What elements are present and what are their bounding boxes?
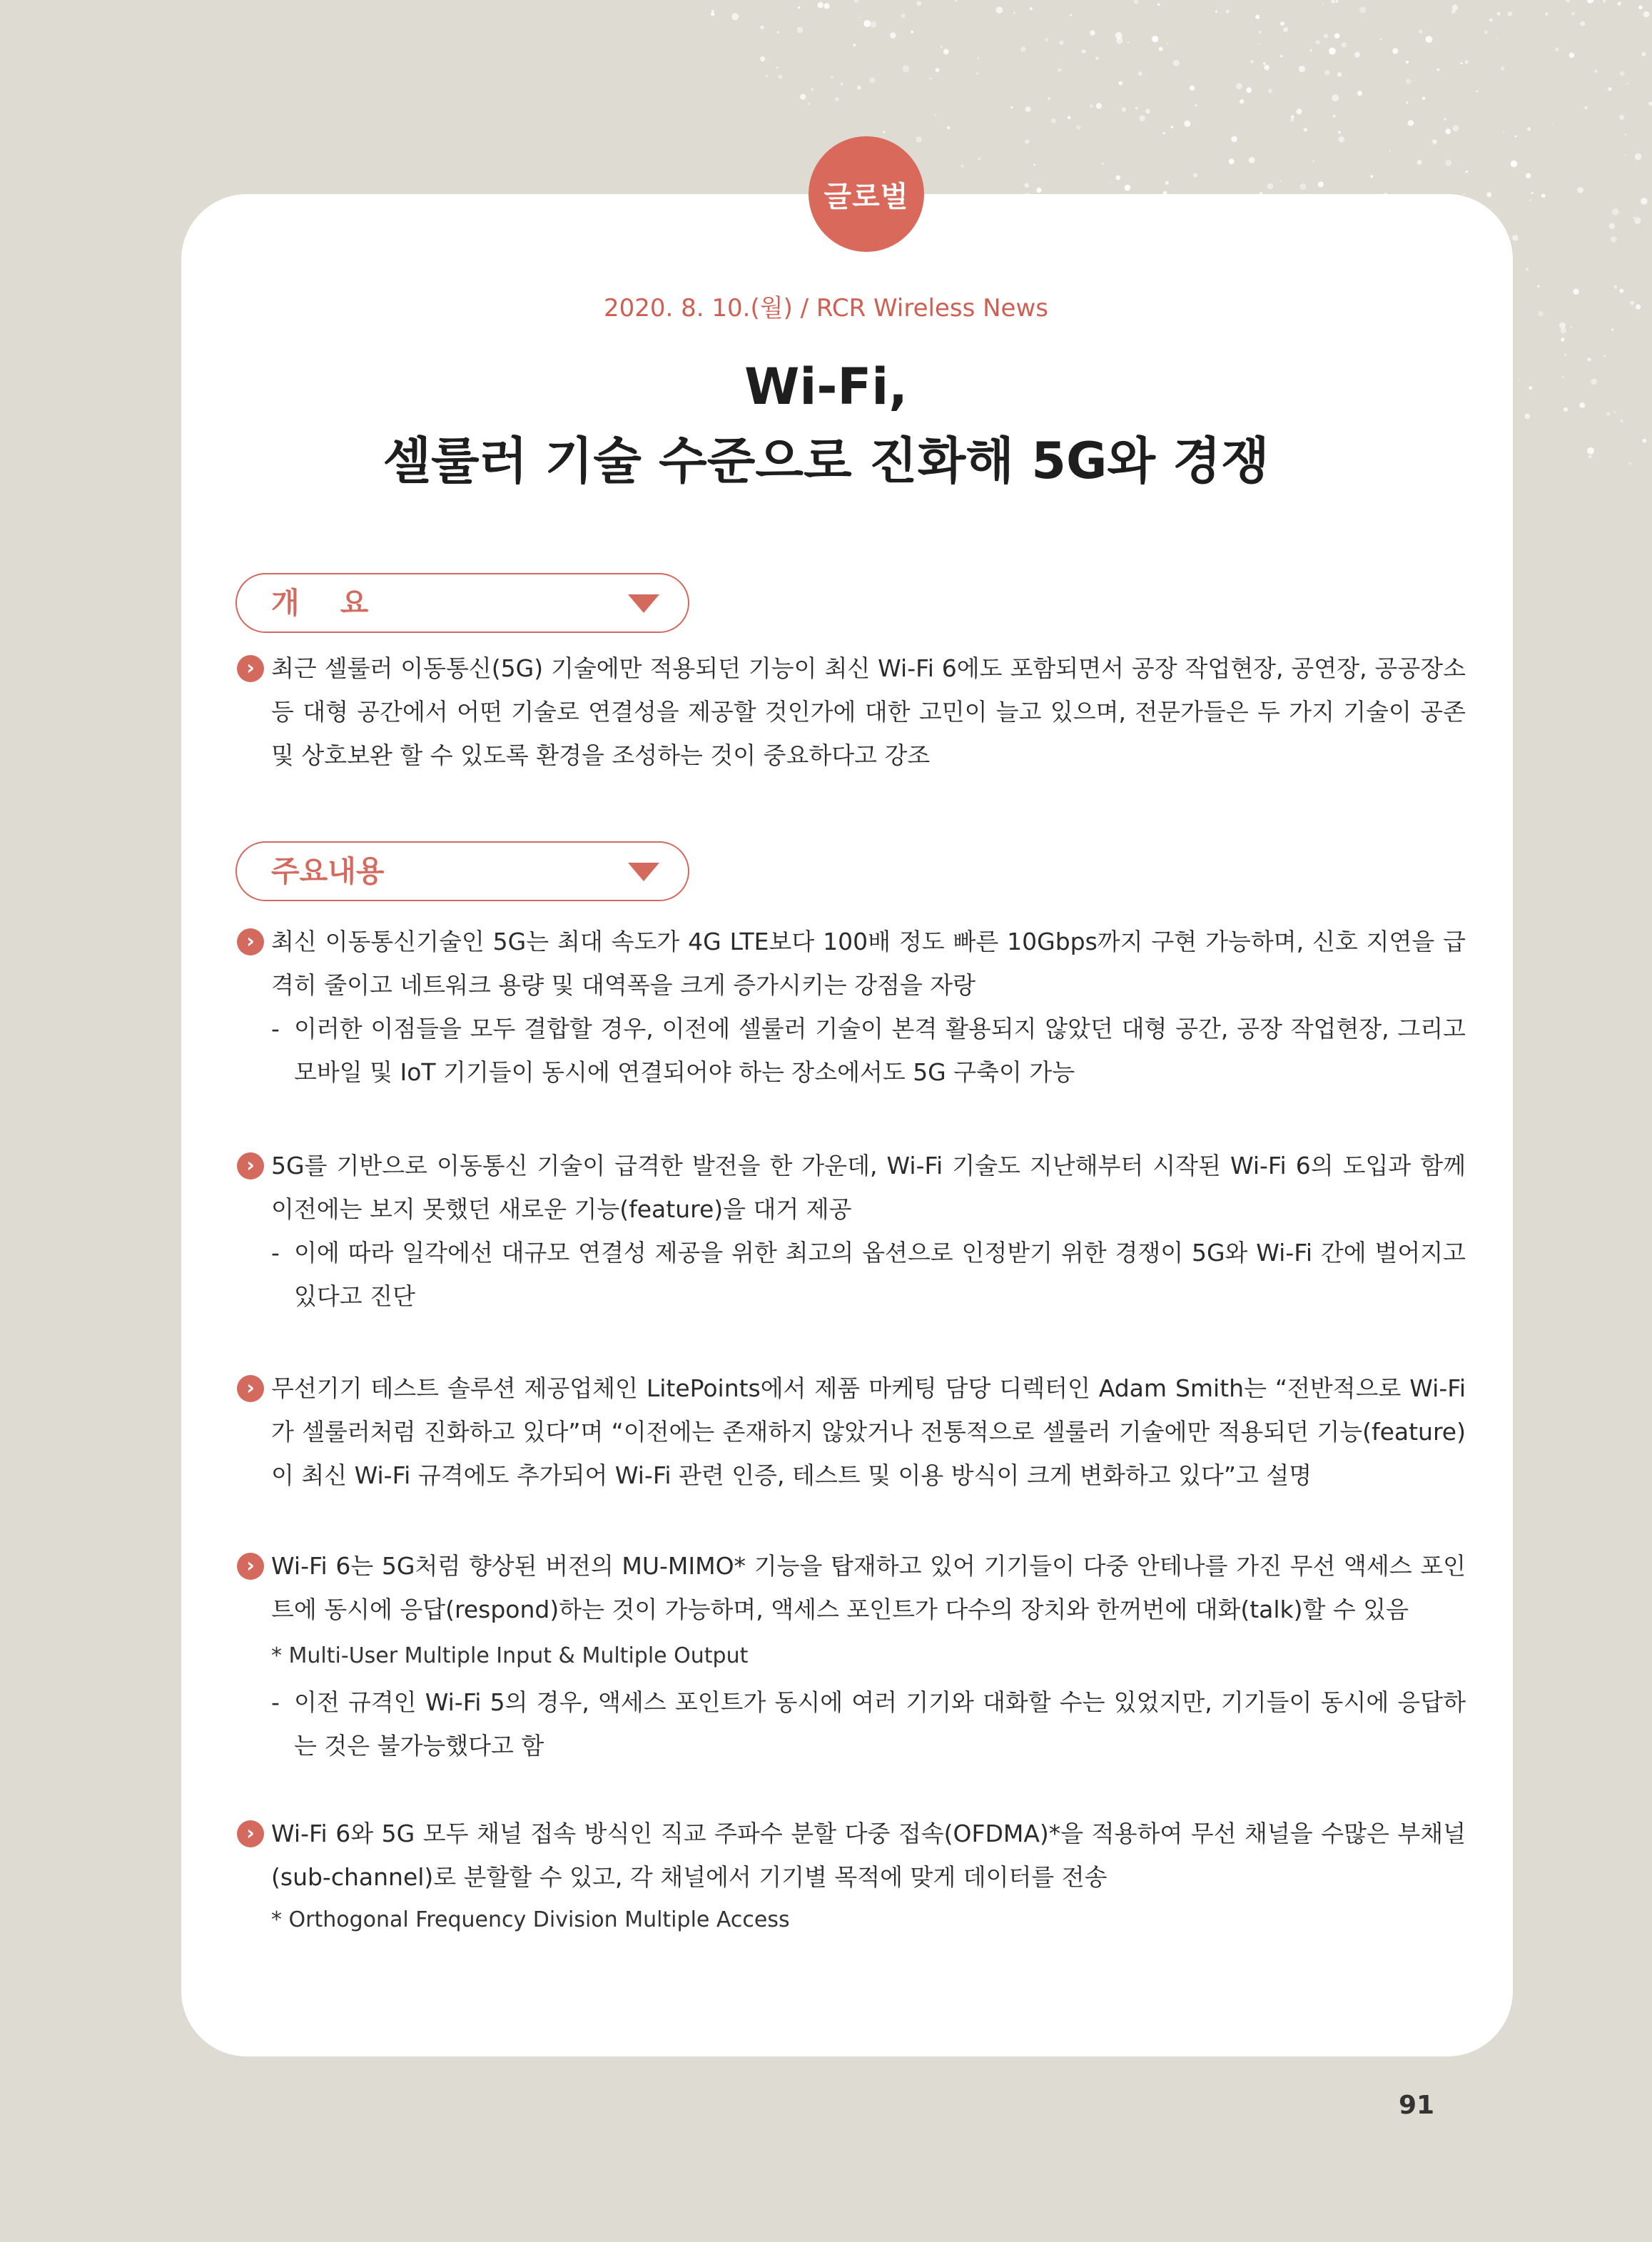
- sparkle-dot: [1451, 9, 1456, 14]
- sparkle-dot: [1611, 236, 1617, 243]
- sparkle-dot: [1501, 66, 1505, 71]
- sparkle-dot: [1082, 49, 1086, 54]
- footnote-ofdma: * Orthogonal Frequency Division Multiple Access: [271, 1907, 790, 1932]
- sparkle-dot: [1145, 108, 1150, 113]
- sparkle-dot: [1322, 3, 1324, 4]
- sparkle-dot: [1486, 192, 1491, 197]
- sparkle-dot: [1324, 34, 1328, 39]
- sparkle-dot: [1625, 154, 1626, 156]
- sparkle-dot: [1025, 106, 1031, 112]
- sparkle-dot: [1296, 108, 1302, 114]
- sparkle-dot: [1195, 104, 1197, 106]
- sparkle-dot: [1526, 268, 1529, 270]
- sparkle-dot: [1370, 175, 1373, 178]
- sparkle-dot: [1406, 101, 1408, 103]
- sparkle-dot: [955, 0, 957, 2]
- sparkle-dot: [1452, 125, 1459, 131]
- sparkle-dot: [1159, 47, 1163, 51]
- sparkle-dot: [1134, 0, 1139, 4]
- sparkle-dot: [853, 44, 856, 46]
- sparkle-dot: [1068, 116, 1070, 119]
- sparkle-dot: [777, 31, 779, 33]
- sparkle-dot: [1045, 38, 1048, 41]
- sparkle-dot: [1329, 48, 1336, 55]
- sparkle-dot: [1406, 61, 1409, 64]
- sparkle-dot: [1250, 60, 1254, 64]
- sparkle-dot: [1580, 21, 1585, 26]
- chevron-right-icon: ›: [237, 1553, 264, 1580]
- sparkle-dot: [831, 76, 833, 78]
- dash-marker: -: [271, 1015, 280, 1043]
- paragraph-1-text: 최신 이동통신기술인 5G는 최대 속도가 4G LTE보다 100배 정도 빠른 10Gbps까지 구현 가능하며, 신호 지연을 급격히 줄이고 네트워크 용량 및 대역폭을 크게 증가시키는 강점을 자랑: [271, 928, 1466, 999]
- main-paragraph-2: [237, 1144, 1466, 1231]
- sparkle-dot: [1332, 94, 1339, 101]
- chevron-right-icon: ›: [237, 655, 264, 682]
- sparkle-dot: [1587, 0, 1591, 3]
- sparkle-dot: [1025, 183, 1030, 188]
- sparkle-dot: [871, 21, 877, 28]
- sparkle-dot: [797, 27, 804, 34]
- sparkle-dot: [798, 6, 800, 9]
- sparkle-dot: [1445, 160, 1451, 166]
- sparkle-dot: [1641, 198, 1648, 205]
- sparkle-dot: [1299, 66, 1305, 72]
- sparkle-dot: [929, 77, 931, 79]
- dash-marker: -: [271, 1239, 280, 1267]
- sparkle-dot: [1512, 235, 1518, 240]
- sparkle-dot: [1618, 1, 1621, 5]
- sparkle-dot: [1135, 107, 1138, 110]
- paragraph-5-text: Wi-Fi 6와 5G 모두 채널 접속 방식인 직교 주파수 분할 다중 접속(OFDMA)*을 적용하여 무선 채널을 수많은 부채널(sub-channel)로 분할할 수 있고, 각 채널에서 기기별 목적에 맞게 데이터를 전송: [271, 1820, 1466, 1891]
- sparkle-dot: [1432, 139, 1437, 144]
- sparkle-dot: [808, 103, 810, 105]
- overview-text: 최근 셀룰러 이동통신(5G) 기술에만 적용되던 기능이 최신 Wi-Fi 6에도 포함되면서 공장 작업현장, 공연장, 공공장소 등 대형 공간에서 어떤 기술로 연결성을 제공할 것인가에 대한 고민이 늘고 있으며, 전문가들은 두 가지 기술이 공존 및 상호보완 할 수 있도록 환경을 조성하는 것이 중요하다고 강조: [271, 654, 1466, 769]
- sparkle-dot: [1138, 71, 1142, 76]
- main-paragraph-4: [237, 1544, 1466, 1631]
- footnote-mu-mimo: * Multi-User Multiple Input & Multiple Output: [271, 1643, 749, 1668]
- sparkle-dot: [1484, 31, 1488, 34]
- sparkle-dot: [1561, 328, 1566, 333]
- paragraph-4-sub-text: 이전 규격인 Wi-Fi 5의 경우, 액세스 포인트가 동시에 여러 기기와 대화할 수는 있었지만, 기기들이 동시에 응답하는 것은 불가능했다고 함: [294, 1688, 1466, 1760]
- sparkle-dot: [1010, 106, 1013, 108]
- sparkle-dot: [1389, 150, 1391, 151]
- sparkle-dot: [1115, 32, 1123, 39]
- sparkle-dot: [859, 16, 861, 19]
- sparkle-dot: [1096, 103, 1102, 108]
- sparkle-dot: [1157, 4, 1160, 6]
- paragraph-2-text: 5G를 기반으로 이동통신 기술이 급격한 발전을 한 가운데, Wi-Fi 기술도 지난해부터 시작된 Wi-Fi 6의 도입과 함께 이전에는 보지 못했던 새로운 기능(feature)을 대거 제공: [271, 1152, 1466, 1223]
- sparkle-dot: [941, 46, 942, 47]
- sparkle-dot: [1584, 106, 1587, 109]
- sparkle-dot: [1503, 131, 1504, 132]
- sparkle-dot: [1463, 193, 1465, 196]
- sparkle-dot: [1496, 38, 1498, 39]
- sparkle-dot: [1566, 0, 1571, 3]
- sparkle-dot: [1291, 116, 1294, 118]
- sparkle-dot: [1215, 11, 1217, 13]
- sparkle-dot: [1515, 136, 1517, 138]
- sparkle-dot: [1619, 115, 1624, 120]
- sparkle-dot: [1611, 328, 1614, 331]
- dash-marker: -: [271, 1688, 280, 1716]
- sparkle-dot: [1577, 187, 1583, 193]
- sparkle-dot: [1437, 69, 1439, 71]
- sparkle-dot: [1417, 160, 1422, 165]
- sparkle-dot: [1279, 180, 1282, 182]
- sparkle-dot: [961, 165, 964, 168]
- sparkle-dot: [1070, 14, 1072, 16]
- date-source: 2020. 8. 10.(월) / RCR Wireless News: [604, 294, 1048, 323]
- title-line-2: 셀룰러 기술 수준으로 진화해 5G와 경쟁: [382, 432, 1270, 490]
- sparkle-dot: [1290, 118, 1294, 122]
- page-number: 91: [1399, 2091, 1435, 2120]
- sparkle-dot: [776, 66, 779, 69]
- sparkle-dot: [1090, 104, 1093, 108]
- sparkle-dot: [1059, 41, 1063, 45]
- sparkle-dot: [761, 26, 764, 29]
- sparkle-dot: [779, 75, 783, 79]
- sparkle-dot: [1116, 176, 1120, 180]
- sparkle-dot: [1163, 132, 1165, 134]
- sparkle-dot: [1090, 30, 1095, 36]
- paragraph-1-sub-text: 이러한 이점들을 모두 결합할 경우, 이전에 셀룰러 기술이 본격 활용되지 않았던 대형 공간, 공장 작업현장, 그리고 모바일 및 IoT 기기들이 동시에 연결되어야 하는 장소에서도 5G 구축이 가능: [294, 1015, 1466, 1086]
- chevron-right-icon: ›: [237, 1375, 264, 1402]
- sparkle-dot: [1193, 173, 1197, 178]
- sparkle-dot: [857, 86, 861, 90]
- sparkle-dot: [1165, 181, 1169, 185]
- sparkle-dot: [935, 114, 936, 116]
- sparkle-dot: [1587, 0, 1593, 4]
- sparkle-dot: [1095, 57, 1098, 60]
- sparkle-dot: [1545, 13, 1548, 16]
- sparkle-dot: [841, 83, 843, 86]
- sparkle-dot: [1263, 62, 1266, 65]
- chevron-down-icon: [628, 594, 659, 613]
- title-line-1: Wi-Fi,: [744, 357, 908, 416]
- sparkle-dot: [901, 14, 905, 18]
- sparkle-dot: [1612, 208, 1619, 215]
- sparkle-dot: [1594, 69, 1597, 72]
- chevron-right-icon: ›: [237, 1820, 264, 1847]
- sparkle-dot: [916, 1, 921, 6]
- sparkle-dot: [1265, 65, 1270, 70]
- sparkle-dot: [1127, 41, 1129, 43]
- sparkle-dot: [1051, 118, 1056, 123]
- sparkle-dot: [936, 68, 940, 72]
- sparkle-dot: [824, 3, 830, 9]
- sparkle-dot: [947, 126, 950, 129]
- sparkle-dot: [1336, 0, 1339, 3]
- sparkle-dot: [1476, 91, 1479, 93]
- sparkle-dot: [1334, 34, 1339, 39]
- sparkle-dot: [1392, 49, 1398, 54]
- chevron-right-icon: ›: [237, 1152, 264, 1180]
- sparkle-dot: [711, 10, 714, 13]
- sparkle-dot: [1076, 125, 1081, 130]
- sparkle-dot: [1312, 160, 1314, 162]
- sparkle-dot: [1116, 37, 1123, 44]
- sparkle-dot: [766, 75, 768, 77]
- sparkle-dot: [1460, 62, 1462, 64]
- sparkle-dot: [1419, 29, 1422, 33]
- sparkle-dot: [1125, 185, 1131, 191]
- paragraph-3-text: 무선기기 테스트 솔루션 제공업체인 LitePoints에서 제품 마케팅 담당 디렉터인 Adam Smith는 “전반적으로 Wi-Fi가 셀룰러처럼 진화하고 있다”며 “이전에는 존재하지 않았거나 전통적으로 셀룰러 기술에만 적용되던 기능(feature)이 최신 Wi-Fi 규격에도 추가되어 Wi-Fi 관련 인증, 테스트 및 이용 방식이 크게 변화하고 있다”고 설명: [271, 1374, 1466, 1489]
- main-paragraph-2-sub: [271, 1231, 1466, 1318]
- sparkle-dot: [996, 6, 1003, 14]
- sparkle-dot: [1638, 6, 1643, 10]
- sparkle-dot: [869, 78, 875, 83]
- sparkle-dot: [1140, 116, 1145, 121]
- sparkle-dot: [1048, 97, 1050, 100]
- sparkle-dot: [1508, 11, 1512, 16]
- sparkle-dot: [1609, 223, 1615, 229]
- sparkle-dot: [1236, 83, 1242, 90]
- sparkle-dot: [1426, 36, 1433, 43]
- sparkle-dot: [1333, 115, 1336, 118]
- sparkle-dot: [1354, 52, 1360, 58]
- sparkle-dot: [883, 131, 885, 133]
- sparkle-dot: [1030, 7, 1033, 10]
- sparkle-dot: [1268, 88, 1272, 93]
- sparkle-dot: [1309, 49, 1312, 51]
- sparkle-dot: [1627, 83, 1629, 85]
- main-section-header[interactable]: [235, 841, 689, 901]
- sparkle-dot: [1122, 107, 1126, 111]
- sparkle-dot: [711, 12, 714, 16]
- main-paragraph-5: [237, 1812, 1466, 1899]
- main-label: 주요내용: [271, 854, 385, 888]
- sparkle-dot: [1508, 14, 1509, 16]
- sparkle-dot: [731, 14, 739, 21]
- overview-section-header[interactable]: [235, 573, 689, 633]
- sparkle-dot: [1422, 96, 1426, 100]
- sparkle-dot: [1190, 86, 1195, 91]
- chevron-right-icon: ›: [237, 928, 264, 955]
- sparkle-dot: [1635, 153, 1641, 160]
- sparkle-dot: [1240, 99, 1245, 104]
- sparkle-dot: [1171, 126, 1174, 128]
- sparkle-dot: [1173, 60, 1180, 66]
- sparkle-dot: [1603, 0, 1606, 3]
- category-badge-label: 글로벌: [824, 180, 909, 213]
- sparkle-dot: [800, 94, 806, 100]
- sparkle-dot: [1231, 136, 1237, 142]
- sparkle-dot: [1111, 182, 1113, 183]
- sparkle-dot: [1184, 121, 1190, 127]
- overview-paragraph: [237, 646, 1466, 777]
- sparkle-dot: [853, 0, 858, 3]
- sparkle-dot: [1229, 158, 1235, 164]
- sparkle-dot: [978, 57, 980, 59]
- sparkle-dot: [1408, 120, 1414, 126]
- sparkle-dot: [835, 97, 839, 101]
- sparkle-dot: [1452, 4, 1458, 10]
- sparkle-dot: [1283, 27, 1288, 32]
- sparkle-dot: [863, 20, 871, 27]
- sparkle-dot: [1561, 338, 1564, 341]
- sparkle-dot: [1526, 173, 1531, 178]
- sparkle-dot: [1013, 12, 1015, 14]
- sparkle-dot: [1036, 188, 1041, 193]
- sparkle-dot: [943, 49, 949, 55]
- sparkle-dot: [1259, 31, 1262, 34]
- sparkle-dot: [1625, 133, 1627, 136]
- sparkle-dot: [1249, 157, 1255, 163]
- paragraph-4-text: Wi-Fi 6는 5G처럼 향상된 버전의 MU-MIMO* 기능을 탑재하고 있어 기기들이 다중 안테나를 가진 무선 액세스 포인트에 동시에 응답(respond)하는 것이 가능하며, 액세스 포인트가 다수의 장치와 한꺼번에 대화(talk)할 수 있음: [271, 1552, 1466, 1623]
- sparkle-dot: [1033, 164, 1035, 166]
- sparkle-dot: [1357, 91, 1362, 96]
- main-paragraph-4-sub: [271, 1680, 1466, 1767]
- sparkle-dot: [1643, 11, 1649, 17]
- sparkle-dot: [1167, 43, 1168, 44]
- sparkle-dot: [1246, 88, 1252, 93]
- sparkle-dot: [1331, 0, 1335, 4]
- sparkle-dot: [1259, 44, 1261, 46]
- sparkle-dot: [1304, 128, 1308, 132]
- category-badge: [809, 136, 924, 252]
- sparkle-dot: [1380, 39, 1382, 40]
- sparkle-dot: [1338, 131, 1340, 133]
- sparkle-dot: [1406, 78, 1412, 84]
- sparkle-dot: [1316, 41, 1320, 45]
- sparkle-dot: [1466, 171, 1468, 173]
- sparkle-dot: [1530, 199, 1531, 201]
- sparkle-dot: [818, 2, 824, 8]
- sparkle-dot: [1020, 46, 1025, 51]
- sparkle-dot: [1541, 193, 1546, 198]
- sparkle-dot: [1497, 12, 1501, 16]
- sparkle-dot: [1280, 21, 1284, 26]
- sparkle-dot: [903, 65, 910, 72]
- sparkle-dot: [811, 88, 814, 91]
- main-paragraph-1-sub: [271, 1007, 1466, 1094]
- sparkle-dot: [916, 136, 921, 142]
- sparkle-dot: [1465, 61, 1469, 64]
- overview-label: 개 요: [271, 586, 369, 620]
- main-paragraph-1: [237, 920, 1466, 1007]
- sparkle-dot: [1300, 183, 1307, 190]
- sparkle-dot: [1633, 217, 1635, 218]
- sparkle-dot: [1642, 52, 1646, 56]
- sparkle-dot: [1511, 161, 1518, 168]
- sparkle-dot: [978, 157, 981, 161]
- sparkle-dot: [1445, 129, 1450, 134]
- chevron-down-icon: [628, 863, 659, 881]
- sparkle-dot: [1537, 285, 1539, 288]
- sparkle-dot: [1555, 48, 1559, 51]
- sparkle-dot: [1527, 127, 1531, 131]
- sparkle-dot: [1620, 71, 1625, 76]
- sparkle-dot: [1337, 72, 1342, 76]
- sparkle-dot: [890, 32, 896, 39]
- paragraph-2-sub-text: 이에 따라 일각에선 대규모 연결성 제공을 위한 최고의 옵션으로 인정받기 위한 경쟁이 5G와 Wi-Fi 간에 벌어지고 있다고 진단: [294, 1239, 1466, 1310]
- sparkle-dot: [1226, 10, 1230, 14]
- sparkle-dot: [976, 72, 978, 74]
- sparkle-dot: [1444, 118, 1446, 121]
- sparkle-dot: [1102, 163, 1104, 165]
- sparkle-dot: [1267, 183, 1274, 190]
- sparkle-dot: [760, 56, 765, 61]
- sparkle-dot: [1359, 7, 1366, 14]
- sparkle-dot: [1327, 34, 1328, 36]
- page-title: [0, 350, 1652, 498]
- sparkle-dot: [1324, 70, 1329, 75]
- sparkle-dot: [1118, 81, 1123, 86]
- sparkle-dot: [1058, 69, 1062, 72]
- sparkle-dot: [1608, 87, 1611, 91]
- sparkle-dot: [1569, 53, 1575, 59]
- sparkle-dot: [1571, 12, 1575, 16]
- sparkle-dot: [1342, 42, 1347, 48]
- sparkle-dot: [1255, 15, 1260, 19]
- sparkle-dot: [1531, 192, 1534, 194]
- sparkle-dot: [1634, 217, 1641, 224]
- sparkle-dot: [1648, 102, 1652, 106]
- sparkle-dot: [1280, 55, 1283, 58]
- sparkle-dot: [1552, 123, 1554, 125]
- sparkle-dot: [1489, 19, 1493, 22]
- sparkle-dot: [1318, 181, 1324, 187]
- main-paragraph-3: [237, 1366, 1466, 1497]
- sparkle-dot: [1571, 327, 1572, 328]
- sparkle-dot: [1339, 136, 1344, 142]
- sparkle-dot: [911, 31, 913, 34]
- sparkle-dot: [1025, 140, 1029, 144]
- sparkle-dot: [1152, 36, 1158, 42]
